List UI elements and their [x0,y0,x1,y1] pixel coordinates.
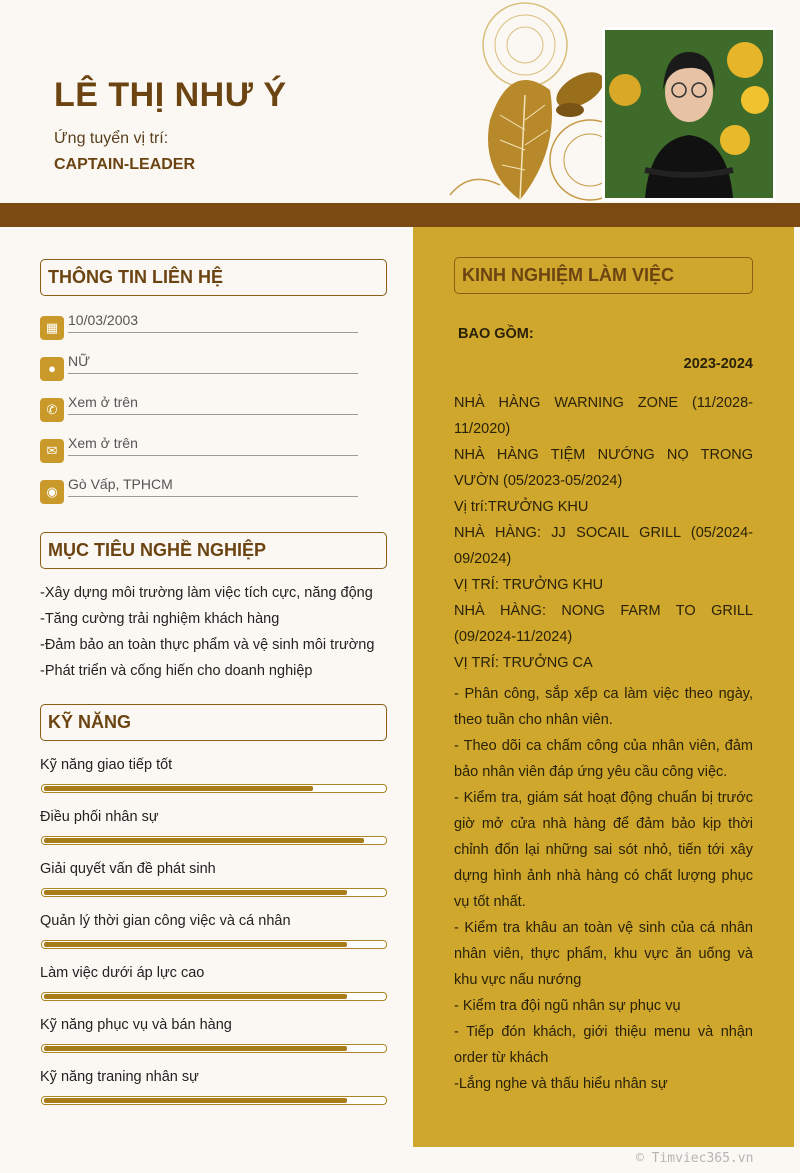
skill-progress-fill [44,942,347,947]
skills-section-title: KỸ NĂNG [40,704,387,741]
contact-text: Xem ở trên [68,394,358,415]
skill-progress-bar [41,992,387,1001]
floral-decoration-icon [440,0,610,203]
phone-icon: ✆ [40,398,64,422]
job-line: NHÀ HÀNG: NONG FARM TO GRILL (09/2024-11/2024) [454,603,753,645]
contact-section-title: THÔNG TIN LIÊN HỆ [40,259,387,296]
skill-progress-fill [44,890,347,895]
goal-item: -Phát triển và cống hiến cho doanh nghiệp [40,663,313,679]
skill-label: Kỹ năng traning nhân sự [40,1069,199,1085]
skill-label: Giải quyết vấn đề phát sinh [40,861,216,877]
skill-progress-bar [41,836,387,845]
duty-line: -Lắng nghe và thấu hiểu nhân sự [454,1076,668,1092]
profile-photo [602,27,776,201]
goal-item: -Đảm bảo an toàn thực phẩm và vệ sinh môi trường [40,637,375,653]
contact-text: 10/03/2003 [68,312,358,333]
candidate-name: LÊ THỊ NHƯ Ý [54,76,287,114]
goals-section-title: MỤC TIÊU NGHỀ NGHIỆP [40,532,387,569]
applied-position: CAPTAIN-LEADER [54,156,196,173]
goal-item: -Tăng cường trải nghiệm khách hàng [40,611,280,627]
experience-includes-label: BAO GỒM: [458,326,534,342]
portrait-image-icon [605,30,773,198]
header-band [0,203,800,227]
job-line: VỊ TRÍ: TRƯỞNG KHU [454,577,604,593]
contact-item-gender [40,353,360,383]
skill-progress-fill [44,838,364,843]
experience-duties [454,681,753,1097]
contact-item-birthdate [40,312,360,342]
duty-line: - Kiểm tra khâu an toàn vệ sinh của cá nhân nhân viên, thực phẩm, khu vực ăn uống và khu vực nấu nướng [454,920,753,988]
contact-text: Gò Vấp, TPHCM [68,476,358,497]
contact-text: Xem ở trên [68,435,358,456]
skill-progress-fill [44,786,313,791]
skill-label: Điều phối nhân sự [40,809,159,825]
contact-item-phone [40,394,360,424]
skill-progress-fill [44,1046,347,1051]
skill-progress-bar [41,784,387,793]
job-line: Vị trí:TRƯỞNG KHU [454,499,589,515]
apply-position-label: Ứng tuyển vị trí: [54,130,169,147]
email-icon: ✉ [40,439,64,463]
skill-progress-bar [41,888,387,897]
skill-progress-fill [44,994,347,999]
job-line: NHÀ HÀNG: JJ SOCAIL GRILL (05/2024-09/2024) [454,525,753,567]
cv-header [0,0,800,203]
skill-label: Kỹ năng phục vụ và bán hàng [40,1017,232,1033]
duty-line: - Theo dõi ca chấm công của nhân viên, đảm bảo nhân viên đáp ứng yêu cầu công việc. [454,738,753,780]
person-icon: ● [40,357,64,381]
skill-label: Làm việc dưới áp lực cao [40,965,205,981]
skill-progress-bar [41,940,387,949]
skill-label: Kỹ năng giao tiếp tốt [40,757,173,773]
job-line: NHÀ HÀNG WARNING ZONE (11/2028-11/2020) [454,395,753,437]
job-line: VỊ TRÍ: TRƯỞNG CA [454,655,593,671]
goal-item: -Xây dựng môi trường làm việc tích cực, năng động [40,585,373,601]
experience-period: 2023-2024 [683,356,753,372]
skill-progress-fill [44,1098,347,1103]
job-line: NHÀ HÀNG TIỆM NƯỚNG NỌ TRONG VƯỜN (05/2023-05/2024) [454,447,753,489]
duty-line: - Kiểm tra, giám sát hoạt động chuẩn bị trước giờ mở cửa nhà hàng để đảm bảo kịp thời chỉnh đốn lại những sai sót nhỏ, tiến tới xây dựng hình ảnh nhà hàng có chất lượng phục vụ tốt nhất. [454,790,753,910]
contact-item-address [40,476,360,506]
skill-progress-bar [41,1044,387,1053]
calendar-icon: ▦ [40,316,64,340]
contact-text: NỮ [68,353,358,374]
duty-line: - Phân công, sắp xếp ca làm việc theo ngày, theo tuần cho nhân viên. [454,686,753,728]
experience-section-title: KINH NGHIỆM LÀM VIỆC [454,257,753,294]
duty-line: - Tiếp đón khách, giới thiệu menu và nhận order từ khách [454,1024,753,1066]
watermark: © Timviec365.vn [636,1151,754,1166]
location-icon: ◉ [40,480,64,504]
experience-jobs [454,390,753,676]
skill-label: Quản lý thời gian công việc và cá nhân [40,913,291,929]
contact-item-email [40,435,360,465]
skill-progress-bar [41,1096,387,1105]
duty-line: - Kiểm tra đội ngũ nhân sự phục vụ [454,998,681,1014]
